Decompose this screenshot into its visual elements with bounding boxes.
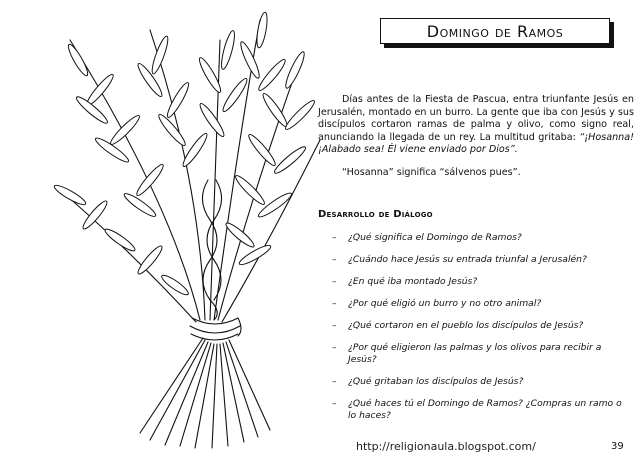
question-text: ¿Por qué eligieron las palmas y los olivos para recibir a Jesús? (348, 342, 602, 365)
question-item (332, 276, 628, 288)
blog-link[interactable]: http://religionaula.blogspot.com/ (356, 440, 536, 453)
question-text: ¿Qué cortaron en el pueblo los discípulos de Jesús? (348, 320, 584, 331)
question-text: ¿Por qué eligió un burro y no otro animal? (348, 298, 542, 309)
question-list (332, 232, 628, 432)
question-text: ¿Cuándo hace Jesús su entrada triunfal a Jerusalén? (348, 254, 587, 265)
page-number: 39 (611, 441, 624, 452)
hosanna-paragraph: “Hosanna” significa “sálvenos pues”. (342, 167, 521, 178)
question-text: ¿Qué haces tú el Domingo de Ramos? ¿Compras un ramo o lo haces? (348, 398, 622, 421)
dash: – (332, 398, 337, 409)
dash: – (332, 276, 337, 287)
intro-paragraph (318, 94, 634, 157)
intro-quote: “¡Hosanna! ¡Alabado sea! Él viene enviado por Dios”. (318, 131, 634, 156)
title-box (380, 18, 610, 44)
section-heading: Desarrollo de Diálogo (318, 209, 433, 220)
question-item (332, 254, 628, 266)
dash: – (332, 254, 337, 265)
dash: – (332, 320, 337, 331)
question-text: ¿En qué iba montado Jesús? (348, 276, 478, 287)
question-text: ¿Qué significa el Domingo de Ramos? (348, 232, 522, 243)
dash: – (332, 376, 337, 387)
dash: – (332, 298, 337, 309)
text-page (318, 0, 640, 466)
page-title: Domingo de Ramos (426, 21, 564, 41)
question-item (332, 398, 628, 422)
intro-text: Días antes de la Fiesta de Pascua, entra triunfante Jesús en Jerusalén, montado en un burro. La gente que iba con Jesús y sus discípulos cortaron ramas de palma y olivo, como signo real, anunciando la llegada de un rey. La multitud gritaba: (318, 94, 634, 143)
dash: – (332, 232, 337, 243)
question-item (332, 376, 628, 388)
question-item (332, 298, 628, 310)
question-item (332, 342, 628, 366)
question-item (332, 320, 628, 332)
dash: – (332, 342, 337, 353)
question-text: ¿Qué gritaban los discípulos de Jesús? (348, 376, 524, 387)
question-item (332, 232, 628, 244)
